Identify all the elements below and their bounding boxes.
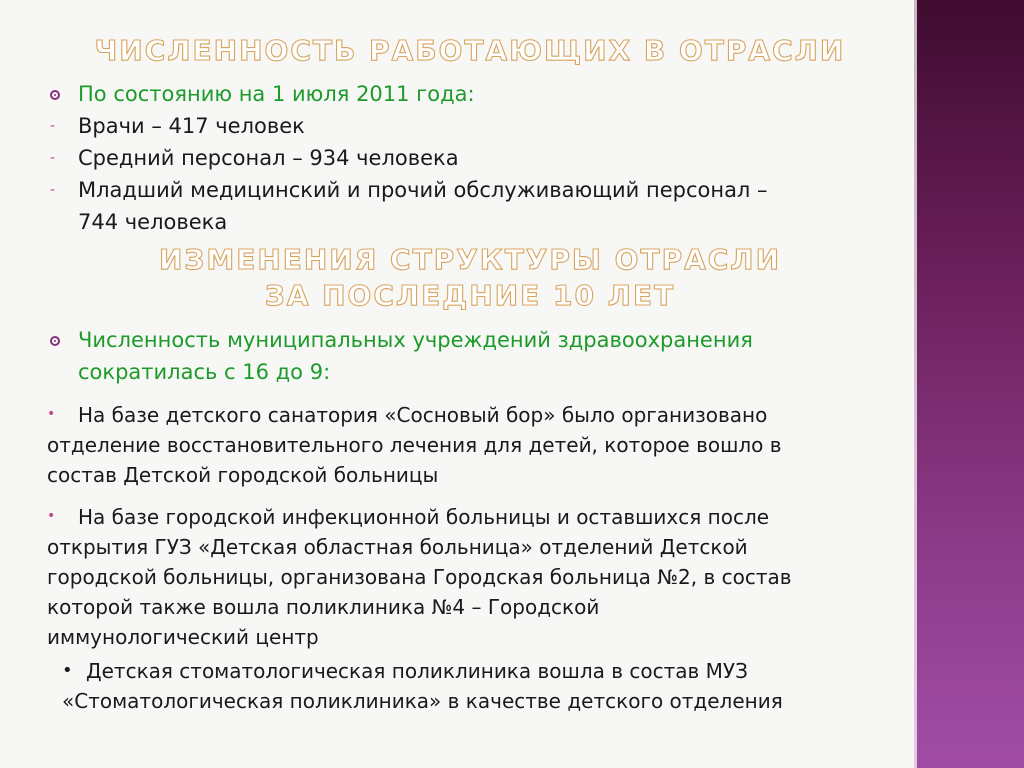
paragraph-hospital-line5: иммунологический центр xyxy=(47,625,319,649)
dash-bullet-icon: - xyxy=(50,150,56,166)
lead-institutions-line1: Численность муниципальных учреждений здравоохранения xyxy=(78,328,753,352)
paragraph-sanatorium-line2: отделение восстановительного лечения для детей, которое вошло в xyxy=(47,433,782,457)
ring-bullet-icon xyxy=(50,336,60,346)
paragraph-dental-line1: Детская стоматологическая поликлиника вошла в состав МУЗ xyxy=(86,659,748,683)
dash-bullet-icon: - xyxy=(50,118,56,134)
paragraph-sanatorium-line3: состав Детской городской больницы xyxy=(47,463,439,487)
title-structure-line2: ЗА ПОСЛЕДНИЕ 10 ЛЕТ xyxy=(264,279,676,312)
dash-bullet-icon: - xyxy=(50,182,56,198)
dot-bullet-icon: • xyxy=(47,406,56,422)
paragraph-hospital-line3: городской больницы, организована Городская больница №2, в состав xyxy=(47,565,792,589)
decorative-side-band xyxy=(914,0,1024,768)
list-item-junior-staff-count: 744 человека xyxy=(78,210,228,234)
title-structure-line1: ИЗМЕНЕНИЯ СТРУКТУРЫ ОТРАСЛИ xyxy=(159,243,781,276)
title-structure-changes xyxy=(0,242,940,314)
dot-bullet-icon: • xyxy=(47,508,56,524)
lead-institutions-line2: сократилась с 16 до 9: xyxy=(78,360,331,384)
title-workforce: ЧИСЛЕННОСТЬ РАБОТАЮЩИХ В ОТРАСЛИ xyxy=(94,34,846,67)
dot-bullet-icon: • xyxy=(62,660,73,681)
list-item-nurses: Средний персонал – 934 человека xyxy=(78,146,459,170)
ring-bullet-icon xyxy=(50,90,60,100)
list-item-doctors: Врачи – 417 человек xyxy=(78,114,305,138)
list-item-junior-staff: Младший медицинский и прочий обслуживающий персонал – xyxy=(78,178,768,202)
paragraph-hospital-line2: открытия ГУЗ «Детская областная больница» отделений Детской xyxy=(47,535,748,559)
paragraph-hospital-line4: которой также вошла поликлиника №4 – Городской xyxy=(47,595,600,619)
lead-date: По состоянию на 1 июля 2011 года: xyxy=(78,82,475,106)
paragraph-sanatorium-line1: На базе детского санатория «Сосновый бор» было организовано xyxy=(78,403,768,427)
paragraph-dental-line2: «Стоматологическая поликлиника» в качестве детского отделения xyxy=(62,689,783,713)
paragraph-hospital-line1: На базе городской инфекционной больницы и оставшихся после xyxy=(78,505,770,529)
